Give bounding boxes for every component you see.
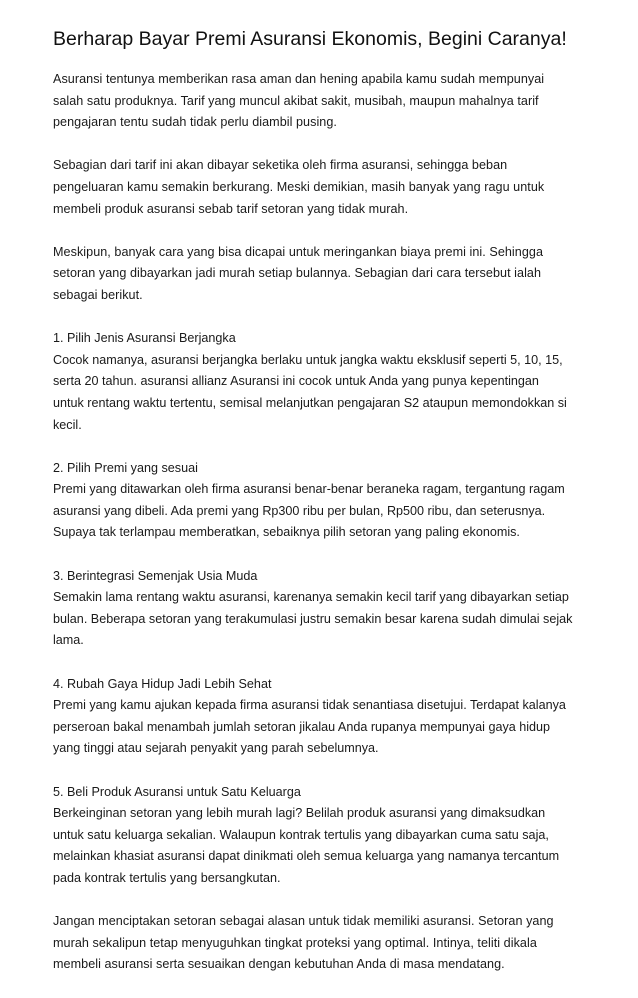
text-line: pengajaran tentu sudah tidak perlu diambil pusing. bbox=[53, 115, 337, 130]
text-line: untuk satu keluarga sekalian. Walaupun kontrak tertulis yang dibayarkan cuma satu saja, bbox=[53, 827, 549, 842]
article-title: Berharap Bayar Premi Asuransi Ekonomis, Begini Caranya! bbox=[53, 28, 567, 50]
intro-paragraph-3 bbox=[53, 242, 598, 307]
text-line: pengeluaran kamu semakin berkurang. Meski demikian, masih banyak yang ragu untuk bbox=[53, 179, 545, 194]
text-line: membeli produk asuransi sebab tarif setoran yang tidak murah. bbox=[53, 201, 409, 216]
text-line: membeli asuransi serta sesuaikan dengan kebutuhan Anda di masa mendatang. bbox=[53, 957, 505, 972]
text-line: serta 20 tahun. asuransi allianz Asuransi ini cocok untuk Anda yang punya kepentingan bbox=[53, 374, 539, 389]
section-5 bbox=[53, 782, 598, 890]
text-line: Meskipun, banyak cara yang bisa dicapai untuk meringankan biaya premi ini. Sehingga bbox=[53, 244, 543, 259]
text-line: Berkeinginan setoran yang lebih murah lagi? Belilah produk asuransi yang dimaksudkan bbox=[53, 806, 546, 821]
text-line: pada kontrak tertulis yang bersangkutan. bbox=[53, 870, 281, 885]
text-line: salah satu produknya. Tarif yang muncul akibat sakit, musibah, maupun mahalnya tarif bbox=[53, 93, 539, 108]
section-heading: 3. Berintegrasi Semenjak Usia Muda bbox=[53, 568, 258, 583]
text-line: setoran yang dibayarkan jadi murah setiap bulannya. Sebagian dari cara tersebut ialah bbox=[53, 266, 542, 281]
section-heading: 4. Rubah Gaya Hidup Jadi Lebih Sehat bbox=[53, 676, 272, 691]
intro-paragraph-2 bbox=[53, 155, 598, 220]
text-line: Sebagian dari tarif ini akan dibayar seketika oleh firma asuransi, sehingga beban bbox=[53, 158, 508, 173]
text-line: kecil. bbox=[53, 417, 82, 432]
text-line: Cocok namanya, asuransi berjangka berlaku untuk jangka waktu eksklusif seperti 5, 10, 15, bbox=[53, 352, 563, 367]
closing-paragraph bbox=[53, 911, 598, 976]
text-line: Supaya tak terlampau memberatkan, sebaiknya pilih setoran yang paling ekonomis. bbox=[53, 525, 520, 540]
text-line: sebagai berikut. bbox=[53, 287, 143, 302]
text-line: perseroan bakal menambah jumlah setoran jikalau Anda rupanya mempunyai gaya hidup bbox=[53, 719, 551, 734]
text-line: yang tinggi atau sejarah penyakit yang parah sebelumnya. bbox=[53, 741, 379, 756]
section-heading: 2. Pilih Premi yang sesuai bbox=[53, 460, 198, 475]
section-heading: 5. Beli Produk Asuransi untuk Satu Keluarga bbox=[53, 784, 301, 799]
text-line: asuransi yang dibeli. Ada premi yang Rp300 ribu per bulan, Rp500 ribu, dan seterusnya. bbox=[53, 503, 546, 518]
section-1 bbox=[53, 328, 598, 436]
section-3 bbox=[53, 566, 598, 652]
section-4 bbox=[53, 674, 598, 760]
text-line: untuk rentang waktu tertentu, semisal melanjutkan pengajaran S2 ataupun memondokkan si bbox=[53, 395, 567, 410]
text-line: melainkan khasiat asuransi dapat dinikmati oleh semua keluarga yang namanya tercantum bbox=[53, 849, 560, 864]
text-line: Jangan menciptakan setoran sebagai alasan untuk tidak memiliki asuransi. Setoran yang bbox=[53, 914, 554, 929]
text-line: Asuransi tentunya memberikan rasa aman dan hening apabila kamu sudah mempunyai bbox=[53, 72, 545, 86]
intro-paragraph-1 bbox=[53, 69, 598, 134]
text-line: bulan. Beberapa setoran yang terakumulasi justru semakin besar karena sudah dimulai sejak bbox=[53, 611, 573, 626]
section-2 bbox=[53, 458, 598, 544]
text-line: Premi yang ditawarkan oleh firma asuransi benar-benar beraneka ragam, tergantung ragam bbox=[53, 482, 565, 497]
document-page bbox=[53, 26, 598, 998]
text-line: Premi yang kamu ajukan kepada firma asuransi tidak senantiasa disetujui. Terdapat kalanya bbox=[53, 698, 566, 713]
text-line: Semakin lama rentang waktu asuransi, karenanya semakin kecil tarif yang dibayarkan setiap bbox=[53, 590, 569, 605]
section-heading: 1. Pilih Jenis Asuransi Berjangka bbox=[53, 331, 236, 346]
text-line: murah sekalipun tetap menyuguhkan tingkat proteksi yang optimal. Intinya, teliti dikala bbox=[53, 935, 537, 950]
text-line: lama. bbox=[53, 633, 84, 648]
